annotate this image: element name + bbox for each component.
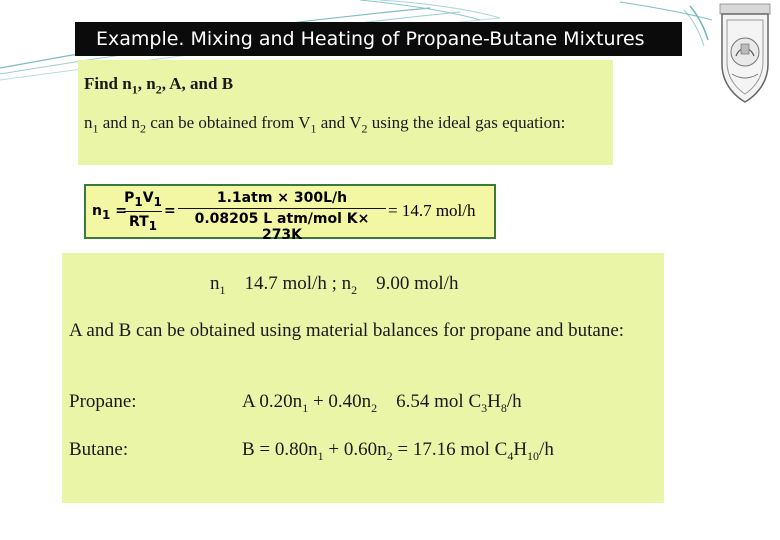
equation-result: = 14.7 mol/h	[388, 201, 476, 220]
panel-text: $n_1$ and $n_2$ can be obtained from $V_1$ and $V_2$ using the ideal gas equation:	[84, 113, 566, 136]
panel-heading: Find $n_1$, $n_2$, A, and B	[84, 74, 234, 97]
propane-label: Propane:	[69, 391, 137, 412]
material-balance-text: A and B can be obtained using material balances for propane and butane:	[69, 320, 625, 341]
equation-lhs: $n_1$ =	[92, 203, 127, 222]
equation-fraction-numeric	[178, 190, 386, 243]
fraction-numerator: $P_1V_1$	[124, 190, 162, 209]
results-panel	[62, 253, 664, 503]
fraction-denominator: $RT_1$	[128, 213, 158, 233]
university-seal-logo	[712, 2, 778, 104]
butane-label: Butane:	[69, 439, 129, 460]
propane-balance: Propane: A $0.20n_1 + 0.40n_2$ 6.54 mol $C_3H_8/h$	[69, 391, 522, 415]
fraction-denominator: 0.08205 L atm/mol K× 273K	[194, 211, 370, 243]
equals-sign: =	[164, 203, 176, 219]
slide-title: Example. Mixing and Heating of Propane-Butane Mixtures	[75, 22, 682, 56]
ideal-gas-equation	[84, 184, 496, 243]
molar-flow-results: $n_1$ 14.7 mol/h ; $n_2$ 9.00 mol/h	[210, 273, 459, 297]
equation-fraction-symbolic	[124, 190, 162, 233]
butane-balance: Butane: $B = 0.80n_1 + 0.60n_2 = 17.16$ mol $C_4H_{10}/h$	[69, 439, 554, 463]
intro-panel	[78, 60, 613, 165]
fraction-numerator: 1.1atm × 300L/h	[216, 190, 348, 206]
